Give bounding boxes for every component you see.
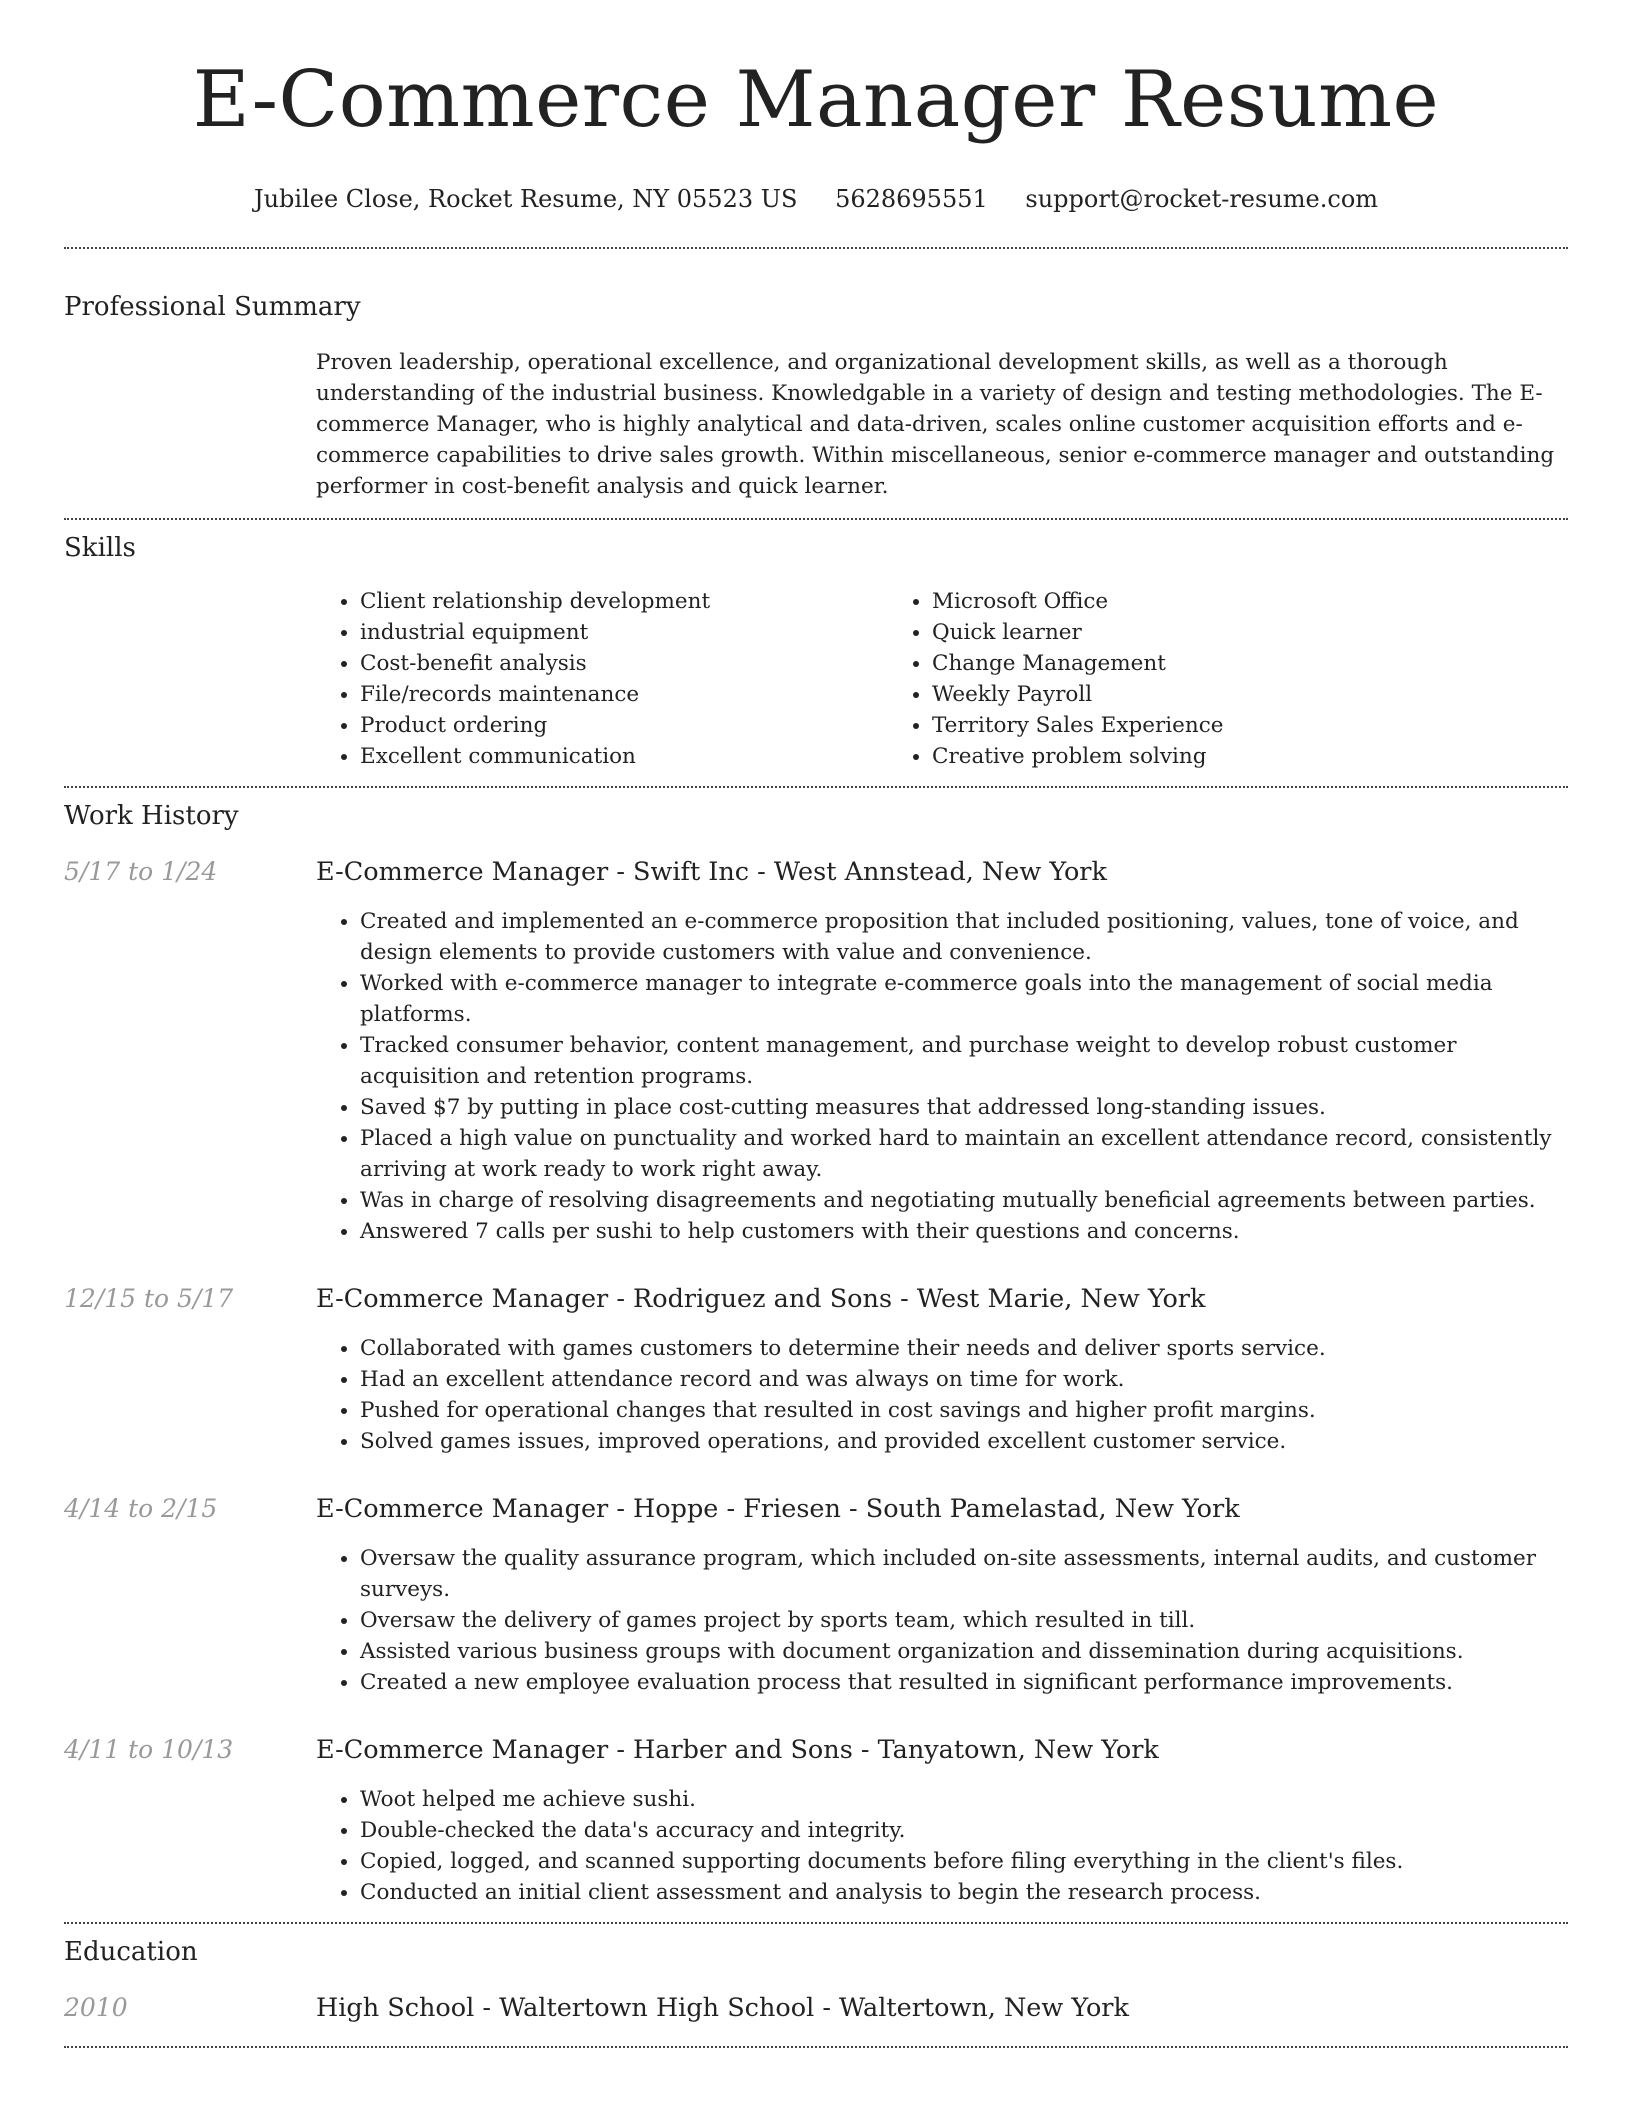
job-bullet: • Collaborated with games customers to determine their needs and deliver sports service. (360, 1333, 1568, 1364)
job-dates: 4/14 to 2/15 (64, 1494, 218, 1523)
job-dates: 5/17 to 1/24 (64, 857, 218, 886)
job-bullet: • Saved $7 by putting in place cost-cutting measures that addressed long-standing issues. (360, 1092, 1568, 1123)
skill-item: • Product ordering (360, 710, 888, 741)
job-bullets (316, 906, 1568, 1247)
divider (64, 2046, 1568, 2048)
page-title: E-Commerce Manager Resume (192, 55, 1440, 145)
contact-line (64, 184, 1568, 214)
job-bullets (316, 1784, 1568, 1908)
job-dates: 12/15 to 5/17 (64, 1284, 234, 1313)
job-entry (64, 1493, 1568, 1698)
job-bullets (316, 1333, 1568, 1457)
skills-column-left (316, 586, 888, 772)
skill-item: • industrial equipment (360, 617, 888, 648)
job-bullet: • Created and implemented an e-commerce proposition that included positioning, values, tone of voice, and design elements to provide customers with value and convenience. (360, 906, 1568, 968)
job-bullet: • Created a new employee evaluation process that resulted in significant performance improvements. (360, 1667, 1568, 1698)
summary-heading: Professional Summary (64, 292, 361, 322)
job-bullet: • Oversaw the quality assurance program, which included on-site assessments, internal audits, and customer surveys. (360, 1543, 1568, 1605)
work-history-heading: Work History (64, 801, 239, 831)
skill-item: • Microsoft Office (932, 586, 1460, 617)
job-bullet: • Had an excellent attendance record and was always on time for work. (360, 1364, 1568, 1395)
job-entry (64, 1734, 1568, 1908)
skills-column-right (888, 586, 1460, 772)
skill-item: • Quick learner (932, 617, 1460, 648)
job-bullet: • Copied, logged, and scanned supporting documents before filing everything in the client's files. (360, 1846, 1568, 1877)
job-entry (64, 856, 1568, 1247)
skill-item: • Change Management (932, 648, 1460, 679)
job-bullet: • Double-checked the data's accuracy and integrity. (360, 1815, 1568, 1846)
skill-item: • File/records maintenance (360, 679, 888, 710)
skill-item: • Territory Sales Experience (932, 710, 1460, 741)
job-bullet: • Assisted various business groups with document organization and dissemination during acquisitions. (360, 1636, 1568, 1667)
job-bullet: • Oversaw the delivery of games project by sports team, which resulted in till. (360, 1605, 1568, 1636)
skill-item: • Cost-benefit analysis (360, 648, 888, 679)
job-bullet: • Tracked consumer behavior, content management, and purchase weight to develop robust customer acquisition and retention programs. (360, 1030, 1568, 1092)
job-bullet: • Woot helped me achieve sushi. (360, 1784, 1568, 1815)
job-bullet: • Placed a high value on punctuality and worked hard to maintain an excellent attendance record, consistently arriving at work ready to work right away. (360, 1123, 1568, 1185)
skill-item: • Excellent communication (360, 741, 888, 772)
job-title: E-Commerce Manager - Swift Inc - West Annstead, New York (316, 857, 1107, 887)
job-bullets (316, 1543, 1568, 1698)
skill-item: • Weekly Payroll (932, 679, 1460, 710)
job-bullet: • Answered 7 calls per sushi to help customers with their questions and concerns. (360, 1216, 1568, 1247)
job-bullet: • Solved games issues, improved operations, and provided excellent customer service. (360, 1426, 1568, 1457)
job-entry (64, 1283, 1568, 1457)
divider (64, 1922, 1568, 1924)
job-dates: 4/11 to 10/13 (64, 1735, 234, 1764)
skills-list (316, 586, 1568, 772)
skill-item: • Creative problem solving (932, 741, 1460, 772)
job-bullet: • Worked with e-commerce manager to integrate e-commerce goals into the management of social media platforms. (360, 968, 1568, 1030)
divider (64, 247, 1568, 249)
divider (64, 786, 1568, 788)
divider (64, 518, 1568, 520)
skills-heading: Skills (64, 533, 136, 563)
education-heading: Education (64, 1937, 198, 1967)
job-title: E-Commerce Manager - Hoppe - Friesen - South Pamelastad, New York (316, 1494, 1240, 1524)
education-title: High School - Waltertown High School - Waltertown, New York (316, 1993, 1129, 2023)
job-bullet: • Conducted an initial client assessment and analysis to begin the research process. (360, 1877, 1568, 1908)
skill-item: • Client relationship development (360, 586, 888, 617)
job-title: E-Commerce Manager - Rodriguez and Sons - West Marie, New York (316, 1284, 1206, 1314)
summary-text: Proven leadership, operational excellence, and organizational development skills, as well as a thorough understanding of the industrial business. Knowledgable in a variety of design and testing methodologies. The E-commerce Manager, who is highly analytical and data-driven, scales online customer acquisition efforts and e-commerce capabilities to drive sales growth. Within miscellaneous, senior e-commerce manager and outstanding performer in cost-benefit analysis and quick learner. (316, 350, 1555, 499)
education-entry (64, 1992, 1568, 2024)
contact-email: support@rocket-resume.com (1025, 185, 1379, 213)
contact-address: Jubilee Close, Rocket Resume, NY 05523 US (253, 185, 798, 213)
contact-phone: 5628695551 (835, 185, 988, 213)
job-title: E-Commerce Manager - Harber and Sons - Tanyatown, New York (316, 1735, 1159, 1765)
education-year: 2010 (64, 1993, 128, 2022)
job-bullet: • Pushed for operational changes that resulted in cost savings and higher profit margins. (360, 1395, 1568, 1426)
job-bullet: • Was in charge of resolving disagreements and negotiating mutually beneficial agreements between parties. (360, 1185, 1568, 1216)
